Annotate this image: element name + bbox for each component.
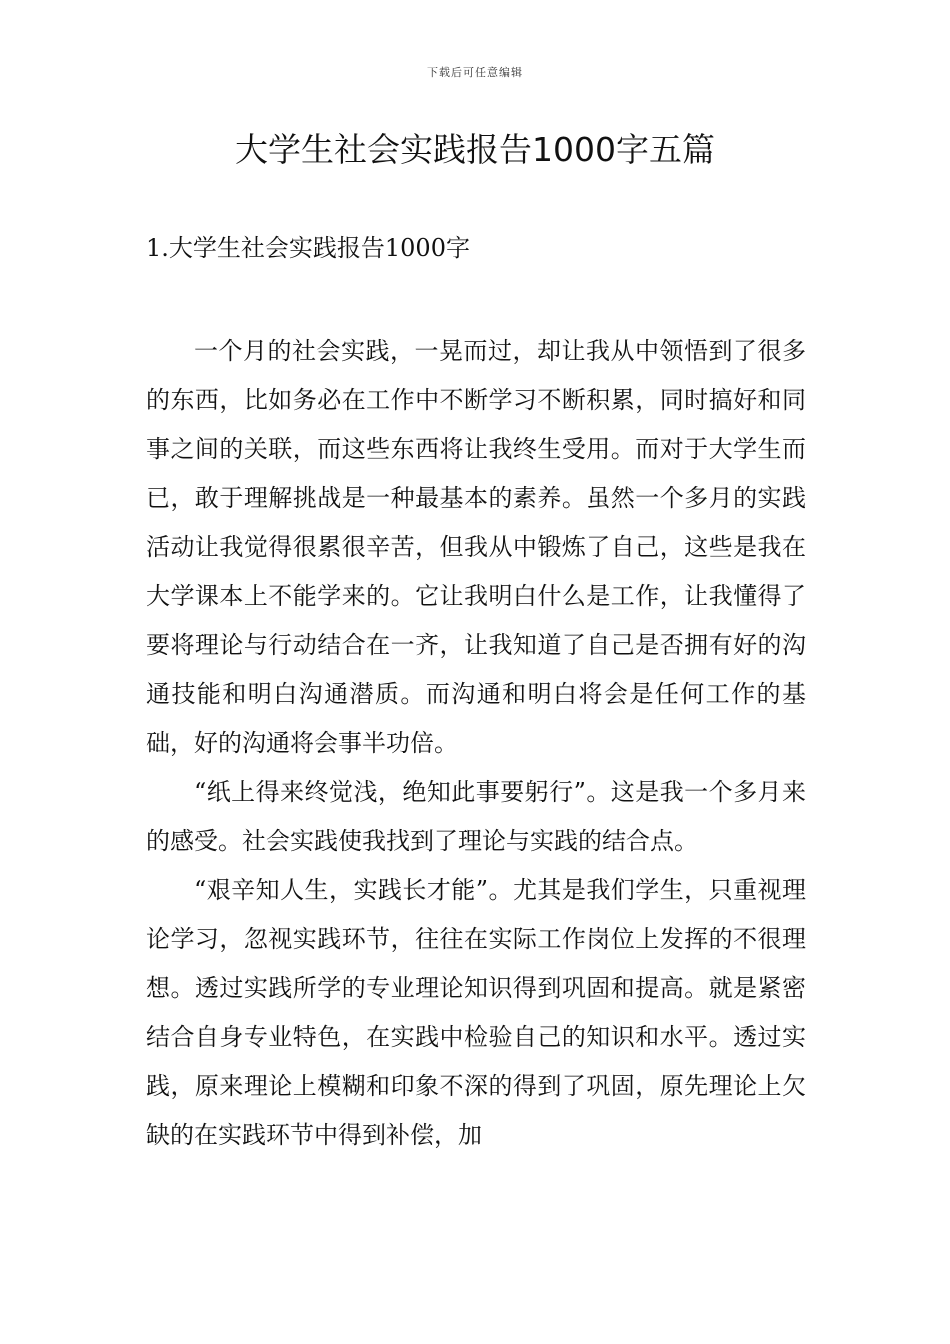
- paragraph: “艰辛知人生，实践长才能”。尤其是我们学生，只重视理论学习，忽视实践环节，往往在实际工作岗位上发挥的不很理想。透过实践所学的专业理论知识得到巩固和提高。就是紧密结合自身专业特色，在实践中检验自己的知识和水平。透过实践，原来理论上模糊和印象不深的得到了巩固，原先理论上欠缺的在实践环节中得到补偿，加: [146, 876, 806, 1149]
- section-heading: 1.大学生社会实践报告1000字: [146, 234, 470, 262]
- body-text: [146, 327, 806, 1160]
- paragraph: 一个月的社会实践，一晃而过，却让我从中领悟到了很多的东西，比如务必在工作中不断学习不断积累，同时搞好和同事之间的关联，而这些东西将让我终生受用。而对于大学生而已，敢于理解挑战是一种最基本的素养。虽然一个多月的实践活动让我觉得很累很辛苦，但我从中锻炼了自己，这些是我在大学课本上不能学来的。它让我明白什么是工作，让我懂得了要将理论与行动结合在一齐，让我知道了自己是否拥有好的沟通技能和明白沟通潜质。而沟通和明白将会是任何工作的基础，好的沟通将会事半功倍。: [146, 337, 806, 757]
- document-title: 大学生社会实践报告1000字五篇: [235, 130, 715, 169]
- header-note: 下载后可任意编辑: [427, 66, 523, 79]
- paragraph: “纸上得来终觉浅，绝知此事要躬行”。这是我一个多月来的感受。社会实践使我找到了理论与实践的结合点。: [146, 778, 806, 855]
